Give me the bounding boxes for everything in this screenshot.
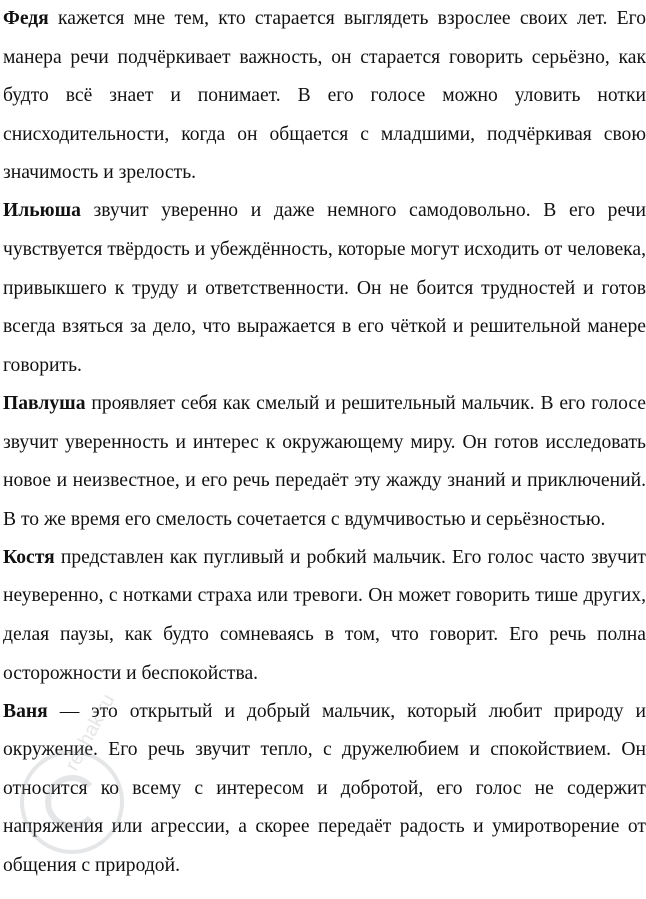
paragraph-text: проявляет себя как смелый и решительный мальчик. В его голосе звучит уверенность и интерес к окружающему миру. Он готов исследовать новое и неизвестное, и его речь передаёт эту жажду знаний и приключений. В то же время его смелость сочетается с вдумчивостью и серьёзностью. bbox=[3, 392, 646, 530]
paragraph-pavlusha bbox=[3, 385, 646, 539]
character-name: Федя bbox=[3, 8, 49, 29]
paragraph-text: кажется мне тем, кто старается выглядеть взрослее своих лет. Его манера речи подчёркивает важность, он старается говорить серьёзно, как будто всё знает и понимает. В его голосе можно уловить нотки снисходительности, когда он общается с младшими, подчёркивая свою значимость и зрелость. bbox=[3, 8, 646, 184]
character-name: Ваня bbox=[3, 700, 48, 722]
paragraph-kostya bbox=[3, 539, 646, 693]
paragraph-text: звучит уверенно и даже немного самодовольно. В его речи чувствуется твёрдость и убеждённость, которые могут исходить от человека, привыкшего к труду и ответственности. Он не боится трудностей и готов всегда взяться за дело, что выражается в его чёткой и решительной манере говорить. bbox=[3, 200, 646, 376]
character-name: Костя bbox=[3, 546, 55, 568]
paragraph-text: — это открытый и добрый мальчик, который любит природу и окружение. Его речь звучит тепло, с дружелюбием и спокойствием. Он относится ко всему с интересом и добротой, его голос не содержит напряжения или агрессии, а скорее передаёт радость и умиротворение от общения с природой. bbox=[3, 700, 646, 877]
character-name: Ильюша bbox=[3, 200, 81, 222]
paragraph-vanya bbox=[3, 693, 646, 886]
paragraph-ilyusha bbox=[3, 192, 646, 385]
character-name: Павлуша bbox=[3, 392, 86, 414]
watermark-text: reshak.ru bbox=[60, 690, 120, 775]
paragraph-fedya bbox=[3, 0, 646, 193]
paragraph-text: представлен как пугливый и робкий мальчик. Его голос часто звучит неуверенно, с нотками страха или тревоги. Он может говорить тише других, делая паузы, как будто сомневаясь в том, что говорит. Его речь полна осторожности и беспокойства. bbox=[3, 546, 646, 684]
